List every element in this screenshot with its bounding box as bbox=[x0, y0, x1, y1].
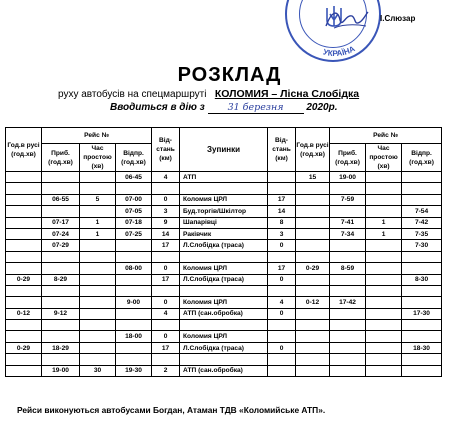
cell-time-en-route-left bbox=[6, 285, 42, 296]
cell-distance-left: 0 bbox=[152, 263, 180, 274]
cell-time-en-route-right bbox=[296, 308, 330, 319]
cell-distance-left: 0 bbox=[152, 297, 180, 308]
cell-distance-left: 4 bbox=[152, 308, 180, 319]
cell-idle-left bbox=[80, 331, 116, 342]
table-row bbox=[6, 240, 442, 251]
cell-arrive-right: 17-42 bbox=[330, 297, 366, 308]
cell-arrive-right bbox=[330, 274, 366, 285]
cell-distance-right: 0 bbox=[268, 342, 296, 353]
cell-idle-right bbox=[366, 308, 402, 319]
cell-time-en-route-left bbox=[6, 172, 42, 183]
cell-distance-right: 0 bbox=[268, 308, 296, 319]
cell-time-en-route-left bbox=[6, 183, 42, 194]
cell-idle-right bbox=[366, 172, 402, 183]
cell-depart-left bbox=[116, 285, 152, 296]
cell-depart-left bbox=[116, 308, 152, 319]
cell-depart-right: 7-42 bbox=[402, 217, 442, 228]
cell-time-en-route-left: 0-29 bbox=[6, 274, 42, 285]
cell-stop-name bbox=[180, 354, 268, 365]
cell-depart-left: 18-00 bbox=[116, 331, 152, 342]
cell-depart-left bbox=[116, 354, 152, 365]
cell-stop-name: Л.Слобідка (траса) bbox=[180, 342, 268, 353]
col-trip-no-right: Рейс № bbox=[330, 128, 442, 144]
cell-arrive-right bbox=[330, 354, 366, 365]
cell-depart-right bbox=[402, 194, 442, 205]
col-stops: Зупинки bbox=[180, 128, 268, 172]
cell-arrive-left: 07-24 bbox=[42, 228, 80, 239]
cell-arrive-left bbox=[42, 251, 80, 262]
cell-idle-left bbox=[80, 308, 116, 319]
cell-stop-name: Буд.торгів/Шкілтор bbox=[180, 206, 268, 217]
cell-arrive-left bbox=[42, 331, 80, 342]
effective-date-handwritten: 31 березня bbox=[208, 102, 304, 114]
cell-idle-right: 1 bbox=[366, 217, 402, 228]
cell-time-en-route-left bbox=[6, 194, 42, 205]
cell-time-en-route-right bbox=[296, 206, 330, 217]
cell-distance-right bbox=[268, 183, 296, 194]
cell-depart-left: 19-30 bbox=[116, 365, 152, 376]
cell-stop-name: АТП (сан.обробка) bbox=[180, 308, 268, 319]
cell-time-en-route-right bbox=[296, 274, 330, 285]
cell-idle-right bbox=[366, 365, 402, 376]
cell-depart-right bbox=[402, 297, 442, 308]
table-row bbox=[6, 172, 442, 183]
cell-arrive-right bbox=[330, 320, 366, 331]
cell-distance-left: 9 bbox=[152, 217, 180, 228]
table-row bbox=[6, 308, 442, 319]
cell-time-en-route-left bbox=[6, 320, 42, 331]
cell-depart-left: 9-00 bbox=[116, 297, 152, 308]
cell-depart-left bbox=[116, 183, 152, 194]
cell-depart-right bbox=[402, 331, 442, 342]
subtitle-prefix: руху автобусів на спецмаршруті bbox=[58, 89, 207, 100]
cell-stop-name bbox=[180, 183, 268, 194]
cell-idle-right bbox=[366, 297, 402, 308]
effective-year: 2020р. bbox=[306, 102, 338, 113]
cell-depart-right bbox=[402, 365, 442, 376]
cell-depart-left: 07-05 bbox=[116, 206, 152, 217]
cell-idle-left bbox=[80, 342, 116, 353]
cell-stop-name: Коломия ЦРЛ bbox=[180, 331, 268, 342]
col-idle-right: Час простою (хв) bbox=[366, 144, 402, 172]
cell-distance-left: 2 bbox=[152, 365, 180, 376]
cell-arrive-right: 19-00 bbox=[330, 172, 366, 183]
cell-idle-left: 5 bbox=[80, 194, 116, 205]
cell-arrive-left bbox=[42, 297, 80, 308]
cell-arrive-left bbox=[42, 263, 80, 274]
cell-idle-right bbox=[366, 285, 402, 296]
col-idle-left: Час простою (хв) bbox=[80, 144, 116, 172]
cell-idle-left: 30 bbox=[80, 365, 116, 376]
table-row bbox=[6, 228, 442, 239]
table-row bbox=[6, 274, 442, 285]
cell-depart-right bbox=[402, 251, 442, 262]
table-row bbox=[6, 194, 442, 205]
cell-arrive-right bbox=[330, 342, 366, 353]
cell-time-en-route-left bbox=[6, 251, 42, 262]
cell-stop-name: Коломия ЦРЛ bbox=[180, 263, 268, 274]
cell-distance-right bbox=[268, 354, 296, 365]
cell-distance-right bbox=[268, 320, 296, 331]
cell-time-en-route-right bbox=[296, 194, 330, 205]
table-row bbox=[6, 320, 442, 331]
cell-distance-left bbox=[152, 285, 180, 296]
cell-idle-left bbox=[80, 274, 116, 285]
cell-distance-left: 14 bbox=[152, 228, 180, 239]
cell-distance-right: 14 bbox=[268, 206, 296, 217]
cell-arrive-right: 7-59 bbox=[330, 194, 366, 205]
cell-stop-name: АТП (сан.обробка) bbox=[180, 365, 268, 376]
cell-idle-right bbox=[366, 206, 402, 217]
cell-idle-left: 1 bbox=[80, 217, 116, 228]
cell-idle-left: 1 bbox=[80, 228, 116, 239]
cell-time-en-route-right bbox=[296, 365, 330, 376]
table-row bbox=[6, 206, 442, 217]
cell-distance-right: 0 bbox=[268, 240, 296, 251]
cell-depart-right bbox=[402, 183, 442, 194]
cell-idle-right bbox=[366, 274, 402, 285]
table-row bbox=[6, 285, 442, 296]
cell-depart-right: 17-30 bbox=[402, 308, 442, 319]
cell-time-en-route-left bbox=[6, 228, 42, 239]
cell-time-en-route-left: 0-29 bbox=[6, 342, 42, 353]
table-row bbox=[6, 217, 442, 228]
cell-arrive-left bbox=[42, 206, 80, 217]
cell-idle-left bbox=[80, 240, 116, 251]
cell-arrive-left: 07-29 bbox=[42, 240, 80, 251]
table-row bbox=[6, 263, 442, 274]
cell-arrive-left bbox=[42, 172, 80, 183]
cell-distance-right bbox=[268, 365, 296, 376]
col-trip-no-left: Рейс № bbox=[42, 128, 152, 144]
cell-idle-right bbox=[366, 331, 402, 342]
cell-arrive-right bbox=[330, 206, 366, 217]
cell-idle-right bbox=[366, 194, 402, 205]
table-row bbox=[6, 251, 442, 262]
cell-arrive-left bbox=[42, 183, 80, 194]
cell-idle-right bbox=[366, 342, 402, 353]
col-arrive-right: Приб. (год.хв) bbox=[330, 144, 366, 172]
cell-idle-right bbox=[366, 263, 402, 274]
cell-time-en-route-right bbox=[296, 240, 330, 251]
cell-time-en-route-left bbox=[6, 217, 42, 228]
cell-arrive-right: 7-41 bbox=[330, 217, 366, 228]
cell-arrive-right bbox=[330, 240, 366, 251]
cell-distance-right: 4 bbox=[268, 297, 296, 308]
cell-idle-right bbox=[366, 251, 402, 262]
cell-arrive-right bbox=[330, 308, 366, 319]
svg-text:УКРАЇНА: УКРАЇНА bbox=[322, 44, 357, 59]
cell-arrive-right: 8-59 bbox=[330, 263, 366, 274]
cell-time-en-route-right bbox=[296, 320, 330, 331]
handwritten-signature bbox=[324, 6, 370, 32]
cell-time-en-route-left bbox=[6, 240, 42, 251]
cell-depart-right bbox=[402, 285, 442, 296]
cell-stop-name bbox=[180, 285, 268, 296]
cell-time-en-route-left bbox=[6, 263, 42, 274]
cell-depart-right bbox=[402, 172, 442, 183]
cell-idle-left bbox=[80, 251, 116, 262]
document-title: РОЗКЛАД bbox=[177, 64, 282, 86]
cell-depart-left: 06-45 bbox=[116, 172, 152, 183]
cell-stop-name: Раківчик bbox=[180, 228, 268, 239]
cell-time-en-route-left bbox=[6, 354, 42, 365]
cell-depart-left bbox=[116, 240, 152, 251]
cell-depart-left: 07-00 bbox=[116, 194, 152, 205]
table-row bbox=[6, 183, 442, 194]
table-row bbox=[6, 331, 442, 342]
cell-arrive-left: 9-12 bbox=[42, 308, 80, 319]
cell-idle-left bbox=[80, 285, 116, 296]
document-subtitle bbox=[58, 88, 359, 100]
cell-time-en-route-right: 0-29 bbox=[296, 263, 330, 274]
cell-stop-name bbox=[180, 251, 268, 262]
cell-arrive-left: 18-29 bbox=[42, 342, 80, 353]
cell-time-en-route-left: 0-12 bbox=[6, 308, 42, 319]
cell-distance-right bbox=[268, 251, 296, 262]
cell-distance-left: 0 bbox=[152, 194, 180, 205]
cell-distance-left bbox=[152, 354, 180, 365]
col-depart-right: Відпр. (год.хв) bbox=[402, 144, 442, 172]
cell-idle-left bbox=[80, 263, 116, 274]
cell-distance-left: 4 bbox=[152, 172, 180, 183]
cell-arrive-left bbox=[42, 354, 80, 365]
signer-name: І.Слюзар bbox=[380, 14, 416, 23]
cell-stop-name: Коломия ЦРЛ bbox=[180, 297, 268, 308]
cell-stop-name: АТП bbox=[180, 172, 268, 183]
cell-arrive-right bbox=[330, 331, 366, 342]
table-row bbox=[6, 365, 442, 376]
document-footer: Рейси виконуються автобусами Богдан, Атаман ТДВ «Коломийське АТП». bbox=[17, 405, 326, 415]
cell-arrive-left: 06-55 bbox=[42, 194, 80, 205]
col-depart-left: Відпр. (год.хв) bbox=[116, 144, 152, 172]
cell-time-en-route-right bbox=[296, 354, 330, 365]
cell-depart-right: 7-54 bbox=[402, 206, 442, 217]
cell-depart-left bbox=[116, 251, 152, 262]
cell-arrive-left: 8-29 bbox=[42, 274, 80, 285]
col-time-en-route-right: Год.в русі (год.хв) bbox=[296, 128, 330, 172]
cell-arrive-right: 7-34 bbox=[330, 228, 366, 239]
cell-stop-name: Шапарівці bbox=[180, 217, 268, 228]
cell-distance-left bbox=[152, 183, 180, 194]
cell-distance-left: 17 bbox=[152, 342, 180, 353]
cell-depart-right: 18-30 bbox=[402, 342, 442, 353]
cell-depart-right bbox=[402, 263, 442, 274]
cell-depart-left bbox=[116, 320, 152, 331]
table-row bbox=[6, 342, 442, 353]
cell-time-en-route-left bbox=[6, 331, 42, 342]
cell-time-en-route-right bbox=[296, 228, 330, 239]
cell-distance-left: 0 bbox=[152, 331, 180, 342]
cell-stop-name: Коломия ЦРЛ bbox=[180, 194, 268, 205]
cell-distance-right: 8 bbox=[268, 217, 296, 228]
cell-distance-left: 3 bbox=[152, 206, 180, 217]
cell-idle-left bbox=[80, 297, 116, 308]
cell-time-en-route-right bbox=[296, 342, 330, 353]
cell-idle-left bbox=[80, 206, 116, 217]
cell-arrive-right bbox=[330, 365, 366, 376]
cell-depart-right bbox=[402, 354, 442, 365]
cell-idle-right bbox=[366, 240, 402, 251]
schedule-table bbox=[5, 127, 442, 377]
cell-depart-left: 07-25 bbox=[116, 228, 152, 239]
cell-distance-right: 0 bbox=[268, 274, 296, 285]
col-time-en-route-left: Год.в русі (год.хв) bbox=[6, 128, 42, 172]
cell-idle-right: 1 bbox=[366, 228, 402, 239]
cell-arrive-left bbox=[42, 320, 80, 331]
effective-prefix: Вводиться в дію з bbox=[110, 102, 205, 113]
cell-depart-left bbox=[116, 342, 152, 353]
cell-distance-left: 17 bbox=[152, 240, 180, 251]
col-arrive-left: Приб. (год.хв) bbox=[42, 144, 80, 172]
cell-time-en-route-left bbox=[6, 297, 42, 308]
cell-distance-left bbox=[152, 320, 180, 331]
cell-distance-right bbox=[268, 172, 296, 183]
cell-stop-name: Л.Слобідка (траса) bbox=[180, 240, 268, 251]
col-distance-right: Від- стань (км) bbox=[268, 128, 296, 172]
cell-depart-left bbox=[116, 274, 152, 285]
cell-depart-right: 7-30 bbox=[402, 240, 442, 251]
table-row bbox=[6, 297, 442, 308]
cell-time-en-route-right bbox=[296, 285, 330, 296]
cell-stop-name bbox=[180, 320, 268, 331]
route-name: КОЛОМИЯ – Лісна Слобідка bbox=[214, 88, 360, 100]
cell-stop-name: Л.Слобідка (траса) bbox=[180, 274, 268, 285]
cell-idle-left bbox=[80, 183, 116, 194]
cell-time-en-route-left bbox=[6, 206, 42, 217]
cell-distance-left bbox=[152, 251, 180, 262]
schedule-body bbox=[6, 172, 442, 377]
cell-arrive-left bbox=[42, 285, 80, 296]
table-row bbox=[6, 354, 442, 365]
cell-arrive-left: 19-00 bbox=[42, 365, 80, 376]
cell-idle-left bbox=[80, 354, 116, 365]
cell-idle-left bbox=[80, 320, 116, 331]
cell-arrive-right bbox=[330, 183, 366, 194]
cell-idle-right bbox=[366, 320, 402, 331]
col-distance-left: Від- стань (км) bbox=[152, 128, 180, 172]
cell-time-en-route-right: 15 bbox=[296, 172, 330, 183]
cell-idle-right bbox=[366, 183, 402, 194]
table-header-row bbox=[6, 128, 442, 144]
cell-idle-left bbox=[80, 172, 116, 183]
cell-depart-right: 8-30 bbox=[402, 274, 442, 285]
cell-depart-right: 7-35 bbox=[402, 228, 442, 239]
cell-distance-left: 17 bbox=[152, 274, 180, 285]
cell-time-en-route-right bbox=[296, 183, 330, 194]
cell-time-en-route-left bbox=[6, 365, 42, 376]
cell-arrive-left: 07-17 bbox=[42, 217, 80, 228]
cell-distance-right: 17 bbox=[268, 263, 296, 274]
cell-distance-right: 17 bbox=[268, 194, 296, 205]
cell-depart-right bbox=[402, 320, 442, 331]
cell-idle-right bbox=[366, 354, 402, 365]
cell-depart-left: 07-18 bbox=[116, 217, 152, 228]
cell-time-en-route-right bbox=[296, 251, 330, 262]
effective-date-line bbox=[110, 102, 337, 114]
cell-arrive-right bbox=[330, 251, 366, 262]
cell-time-en-route-right bbox=[296, 331, 330, 342]
cell-distance-right bbox=[268, 331, 296, 342]
cell-distance-right: 3 bbox=[268, 228, 296, 239]
cell-time-en-route-right bbox=[296, 217, 330, 228]
cell-distance-right bbox=[268, 285, 296, 296]
cell-depart-left: 08-00 bbox=[116, 263, 152, 274]
cell-time-en-route-right: 0-12 bbox=[296, 297, 330, 308]
cell-arrive-right bbox=[330, 285, 366, 296]
